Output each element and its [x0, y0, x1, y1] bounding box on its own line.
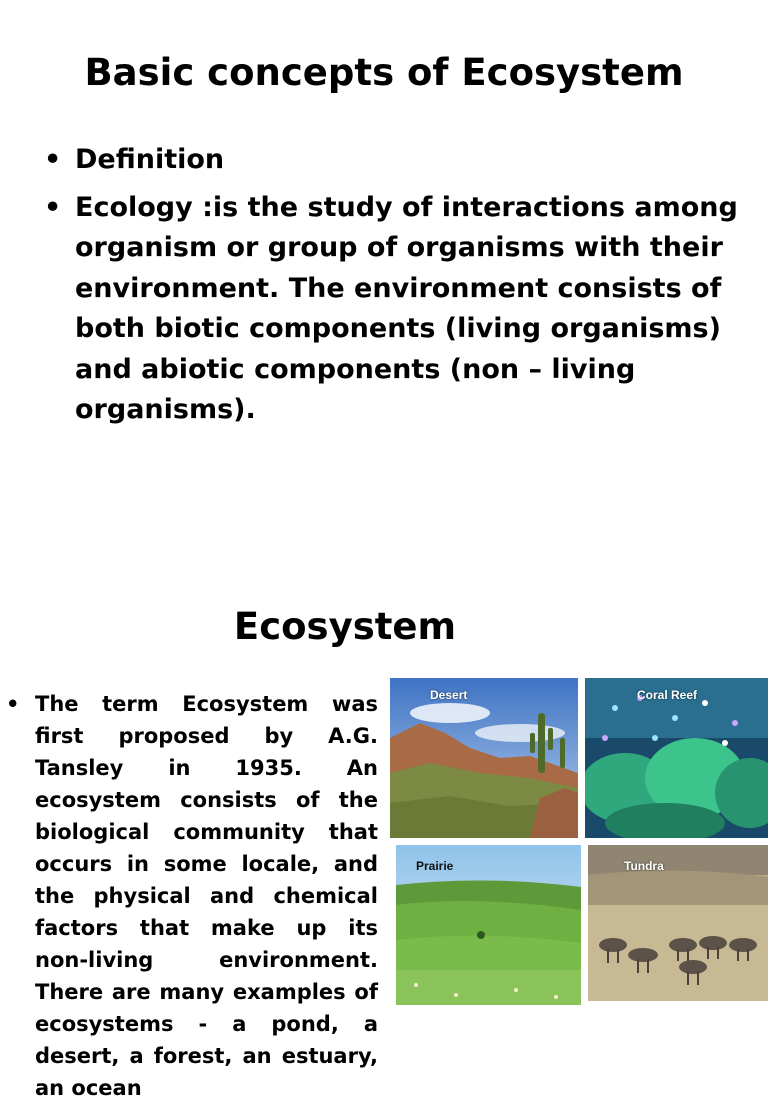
photo-caption: Prairie [416, 859, 454, 873]
slide-basic-concepts [0, 0, 768, 540]
photo-caption: Desert [430, 688, 468, 702]
prairie-photo [396, 845, 581, 1005]
slide-title: Ecosystem [233, 605, 457, 648]
desert-photo [390, 678, 578, 838]
desert-illustration [390, 678, 578, 838]
bullet-marker: • [6, 692, 20, 716]
slide-title: Basic concepts of Ecosystem [84, 51, 684, 94]
coral-reef-illustration [585, 678, 768, 838]
bullet-text: Ecology :is the study of interactions among organism or group of organisms with their environment. The environment consists of both biotic components (living organisms) and abiotic components (non – living organisms). [75, 191, 738, 425]
slide-ecosystem [0, 560, 768, 1100]
bullet-paragraph [6, 688, 378, 1104]
bullet-item-definition [44, 140, 744, 181]
photo-caption: Tundra [624, 859, 664, 873]
bullet-text: The term Ecosystem was first proposed by A.G. Tansley in 1935. An ecosystem consists of the biological community that occurs in some locale, and the physical and chemical factors that make up its non-living environment. There are many examples of ecosystems - a pond, a desert, a forest, an estuary, an ocean [35, 692, 378, 1100]
tundra-illustration [588, 845, 768, 1001]
coral-reef-photo [585, 678, 768, 838]
bullet-marker: • [44, 191, 62, 223]
bullet-list [44, 140, 744, 438]
bullet-text: Definition [75, 144, 225, 175]
photo-caption: Coral Reef [637, 688, 698, 702]
bullet-marker: • [44, 144, 62, 175]
tundra-photo [588, 845, 768, 1001]
bullet-item-ecology [44, 188, 744, 431]
